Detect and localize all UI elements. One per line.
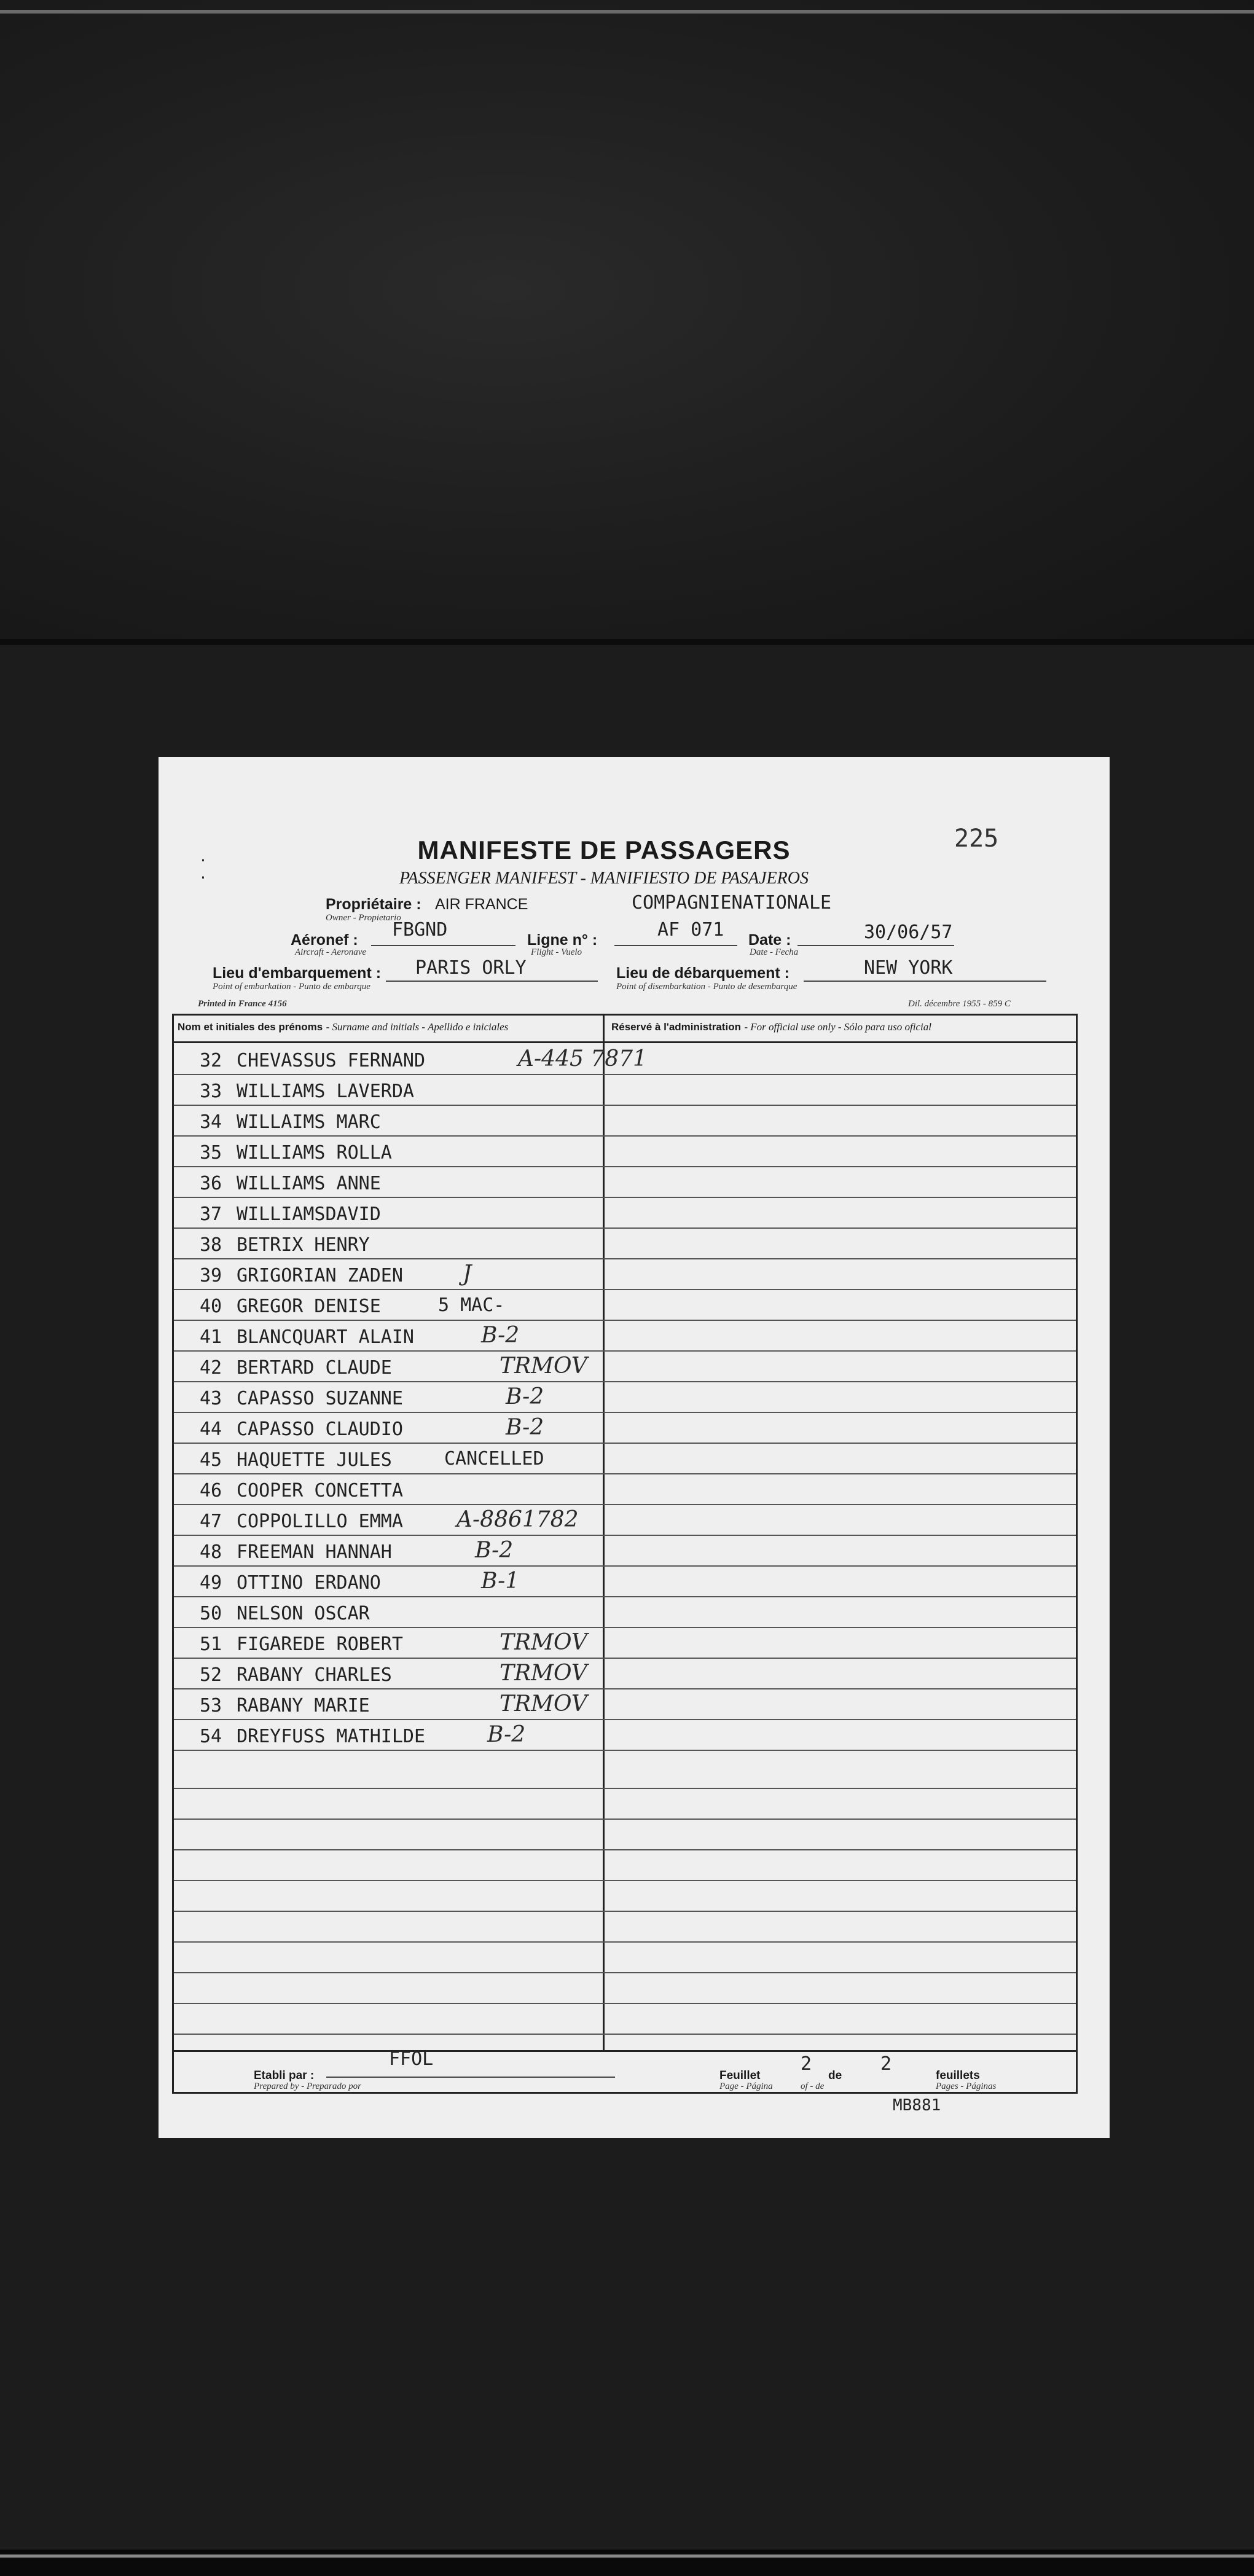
passenger-name: RABANY MARIE [237,1695,370,1717]
print-date-note: Dil. décembre 1955 - 859 C [908,999,1011,1009]
table-row [174,1565,1076,1597]
empty-row [174,1972,1076,2004]
passenger-name: WILLIAMS ANNE [237,1173,381,1194]
table-row [174,1381,1076,1413]
aircraft-fill-line [371,945,515,946]
handwritten-annotation: B-2 [487,1722,526,1747]
empty-row [174,1757,1076,1789]
aircraft-label: Aéronef : [291,931,358,949]
table-row [174,1350,1076,1382]
row-number: 42 [200,1357,222,1379]
row-number: 32 [200,1050,222,1071]
table-row [174,1227,1076,1259]
empty-row [174,1941,1076,1973]
table-row [174,1688,1076,1720]
passenger-name: WILLIAMS LAVERDA [237,1081,414,1102]
row-number: 53 [200,1695,222,1717]
passenger-name: WILLIAMSDAVID [237,1204,381,1225]
row-number: 45 [200,1449,222,1471]
col-name-header [178,1021,508,1033]
col-name-header-italic: - Surname and initials - Apellido e iniciales [326,1021,509,1033]
handwritten-annotation: A-445 7871 [518,1046,647,1071]
table-row [174,1166,1076,1198]
row-number: 37 [200,1204,222,1225]
passenger-name: FIGAREDE ROBERT [237,1634,403,1655]
table-row [174,1535,1076,1567]
table-row [174,1504,1076,1536]
table-row [174,1197,1076,1229]
manifest-title: MANIFESTE DE PASSAGERS [417,836,791,864]
table-row [174,1412,1076,1444]
row-number: 41 [200,1326,222,1348]
sheet-label: Feuillet [719,2069,761,2082]
form-code: MB881 [893,2096,941,2115]
passenger-name: RABANY CHARLES [237,1664,392,1686]
table-row [174,1105,1076,1137]
passenger-name: DREYFUSS MATHILDE [237,1726,426,1747]
table-row [174,1719,1076,1751]
table-row [174,1074,1076,1106]
embark-label: Lieu d'embarquement : [213,965,382,982]
date-value: 30/06/57 [864,922,953,943]
frame-separator [0,639,1254,645]
empty-row [174,1880,1076,1912]
passenger-name: GREGOR DENISE [237,1296,381,1317]
table-row [174,1596,1076,1628]
empty-row [174,2003,1076,2035]
row-number: 33 [200,1081,222,1102]
sheet-total: 2 [880,2053,892,2075]
handwritten-annotation: TRMOV [500,1661,587,1686]
row-number: 51 [200,1634,222,1655]
passenger-name: FREEMAN HANNAH [237,1541,392,1563]
row-number: 38 [200,1234,222,1256]
sheet-number: 2 [801,2053,812,2075]
date-label: Date : [748,931,791,949]
handwritten-annotation: CANCELLED [444,1448,544,1470]
table-row [174,1473,1076,1505]
empty-row [174,1788,1076,1820]
passenger-name: CAPASSO SUZANNE [237,1388,403,1409]
disembark-value: NEW YORK [864,957,953,979]
owner-value: AIR FRANCE [435,896,528,913]
table-row [174,1443,1076,1474]
row-number: 36 [200,1173,222,1194]
row-number: 34 [200,1111,222,1133]
empty-row [174,1911,1076,1943]
date-sublabel: Date - Fecha [750,947,799,957]
table-row [174,1043,1076,1075]
passenger-name: COPPOLILLO EMMA [237,1511,403,1532]
row-number: 54 [200,1726,222,1747]
passenger-name: HAQUETTE JULES [237,1449,392,1471]
passenger-name: NELSON OSCAR [237,1603,370,1624]
handwritten-annotation: B-2 [481,1323,520,1348]
sheet-sublabel: Page - Página [719,2081,773,2091]
scan-edge-line [0,10,1254,14]
row-number: 49 [200,1572,222,1594]
printed-in-note: Printed in France 4156 [198,999,287,1009]
owner-label: Propriétaire : [326,896,421,913]
row-number: 46 [200,1480,222,1501]
table-row [174,1289,1076,1321]
aircraft-value: FBGND [392,919,448,941]
passenger-name: COOPER CONCETTA [237,1480,403,1501]
flight-value: AF 071 [657,919,724,941]
manifest-subtitle: PASSENGER MANIFEST - MANIFIESTO DE PASAJEROS [399,869,809,888]
film-bottom-edge [0,2550,1254,2576]
sheets-label: feuillets [936,2069,980,2082]
aircraft-sublabel: Aircraft - Aeronave [295,947,367,957]
table-row [174,1135,1076,1167]
passenger-name: OTTINO ERDANO [237,1572,381,1594]
table-header [174,1016,1076,1043]
row-number: 44 [200,1419,222,1440]
flight-sublabel: Flight - Vuelo [531,947,582,957]
row-number: 50 [200,1603,222,1624]
disembark-fill-line [804,981,1046,982]
passenger-name: BLANCQUART ALAIN [237,1326,414,1348]
col-name-header-bold: Nom et initiales des prénoms [178,1021,323,1033]
embark-sublabel: Point of embarkation - Punto de embarque [213,982,370,992]
punch-marks: · · [200,850,206,888]
handwritten-annotation: B-2 [475,1538,514,1563]
disembark-sublabel: Point of disembarkation - Punto de desembarque [616,982,797,992]
of-label: de [828,2069,842,2082]
sheets-sublabel: Pages - Páginas [936,2081,997,2091]
passenger-name: BERTARD CLAUDE [237,1357,392,1379]
handwritten-annotation: TRMOV [500,1691,587,1717]
handwritten-annotation: 5 MAC- [438,1294,505,1316]
table-row [174,1320,1076,1352]
of-sublabel: of - de [801,2081,825,2091]
row-number: 40 [200,1296,222,1317]
passenger-name: BETRIX HENRY [237,1234,370,1256]
col-admin-header-italic: - For official use only - Sólo para uso oficial [744,1021,931,1033]
table-footer [174,2048,1076,2115]
document-number: 225 [954,824,999,853]
handwritten-annotation: J [463,1261,472,1286]
passenger-name: WILLAIMS MARC [237,1111,381,1133]
prepared-by-fill-line [326,2077,615,2078]
empty-row [174,1818,1076,1850]
handwritten-annotation: A-8861782 [457,1507,579,1532]
col-admin-header [611,1021,931,1033]
passenger-name: CAPASSO CLAUDIO [237,1419,403,1440]
embark-fill-line [386,981,598,982]
table-row [174,1258,1076,1290]
passenger-table [172,1014,1078,2115]
prepared-by-label: Etabli par : [254,2069,315,2082]
row-number: 43 [200,1388,222,1409]
prepared-by-sublabel: Prepared by - Preparado por [254,2081,361,2091]
table-row [174,1627,1076,1659]
handwritten-annotation: B-1 [481,1568,520,1594]
row-number: 47 [200,1511,222,1532]
manifest-page [159,757,1110,2138]
handwritten-annotation: B-2 [506,1415,544,1440]
film-strip-line [0,2554,1254,2558]
passenger-name: CHEVASSUS FERNAND [237,1050,426,1071]
handwritten-annotation: B-2 [506,1384,544,1409]
owner-sublabel: Owner - Propietario [326,913,401,923]
handwritten-annotation: TRMOV [500,1630,587,1655]
prepared-by-value: FFOL [389,2048,434,2070]
passenger-name: WILLIAMS ROLLA [237,1142,392,1164]
company-value: COMPAGNIENATIONALE [632,892,832,914]
handwritten-annotation: TRMOV [500,1353,587,1379]
flight-label: Ligne n° : [527,931,598,949]
date-fill-line [797,945,954,946]
row-number: 52 [200,1664,222,1686]
row-number: 48 [200,1541,222,1563]
row-number: 35 [200,1142,222,1164]
scan-upper-area [0,0,1254,642]
disembark-label: Lieu de débarquement : [616,965,790,982]
table-row [174,1658,1076,1689]
flight-fill-line [614,945,737,946]
row-number: 39 [200,1265,222,1286]
empty-row [174,1849,1076,1881]
embark-value: PARIS ORLY [415,957,527,979]
col-admin-header-bold: Réservé à l'administration [611,1021,741,1033]
passenger-name: GRIGORIAN ZADEN [237,1265,403,1286]
